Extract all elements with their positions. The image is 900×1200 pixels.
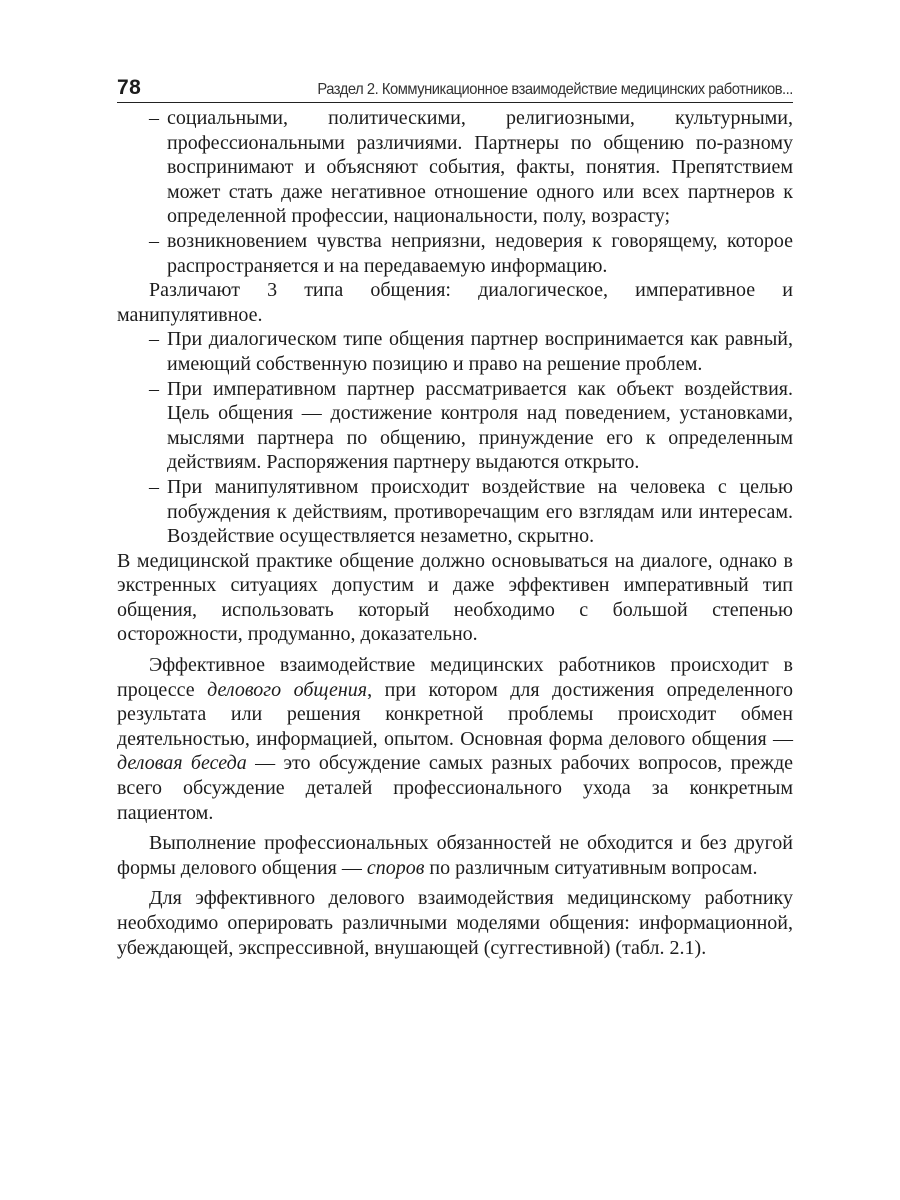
list-dash: –: [149, 475, 159, 498]
list-dash: –: [149, 328, 159, 351]
list-item: [149, 106, 793, 229]
running-header: [117, 76, 793, 103]
communication-types-list: [149, 327, 793, 548]
list-item-text: При императивном партнер рассматривается как объект воздействия. Цель общения — достижение контроля над поведением, установками, мыслями партнера по общению, принуждение его к определенным действиям. Распоряжения партнеру выдаются открыто.: [167, 377, 793, 474]
paragraph-communication-types: Различают 3 типа общения: диалогическое, императивное и манипулятивное.: [117, 279, 793, 326]
page-body: [117, 106, 793, 960]
list-item: [149, 229, 793, 278]
paragraph-disputes: Выполнение профессиональных обязанностей не обходится и без другой формы делового общения — споров по различным ситуативным вопросам.: [117, 832, 793, 879]
list-dash: –: [149, 377, 159, 400]
term-disputes: споров: [366, 856, 425, 879]
term-business-conversation: деловая беседа: [117, 752, 247, 775]
paragraph-medical-practice: В медицинской практике общение должно основываться на диалоге, однако в экстренных ситуациях допустим и даже эффективен императивный тип общения, использовать который необходимо с большой степенью осторожности, продуманно, доказательно.: [117, 549, 793, 646]
term-business-communication: делового общения: [207, 678, 368, 701]
book-page: [117, 76, 793, 960]
list-item-text: социальными, политическими, религиозными, культурными, профессиональными различиями. Партнеры по общению по-разному воспринимают и объясняют события, факты, понятия. Препятствием может стать даже негативное отношение одного или всех партнеров к определенной профессии, национальности, полу, возрасту;: [167, 107, 793, 228]
list-item: [149, 377, 793, 475]
list-item: [149, 327, 793, 376]
paragraph-communication-models: Для эффективного делового взаимодействия медицинскому работнику необходимо оперировать различными моделями общения: информационной, убеждающей, экспрессивной, внушающей (суггестивной) (табл. 2.1).: [117, 887, 793, 959]
list-item: [149, 475, 793, 549]
barrier-list: [149, 106, 793, 278]
section-title: Раздел 2. Коммуникационное взаимодействие медицинских работников...: [317, 81, 793, 98]
list-item-text: При диалогическом типе общения партнер воспринимается как равный, имеющий собственную позицию и право на решение проблем.: [167, 328, 793, 375]
list-item-text: возникновением чувства неприязни, недоверия к говорящему, которое распространяется и на передаваемую информацию.: [167, 229, 793, 277]
list-dash: –: [149, 107, 159, 129]
paragraph-business-communication: Эффективное взаимодействие медицинских работников происходит в процессе делового общения, при котором для достижения определенного результата или решения конкретной проблемы происходит обмен деятельностью, информацией, опытом. Основная форма делового общения — деловая беседа — это обсуждение самых разных рабочих вопросов, прежде всего обсуждение деталей профессионального ухода за конкретным пациентом.: [117, 654, 794, 824]
page-number: 78: [117, 76, 142, 99]
list-item-text: При манипулятивном происходит воздействие на человека с целью побуждения к действиям, противоречащим его взглядам или интересам. Воздействие осуществляется незаметно, скрытно.: [167, 475, 793, 548]
list-dash: –: [149, 229, 159, 252]
